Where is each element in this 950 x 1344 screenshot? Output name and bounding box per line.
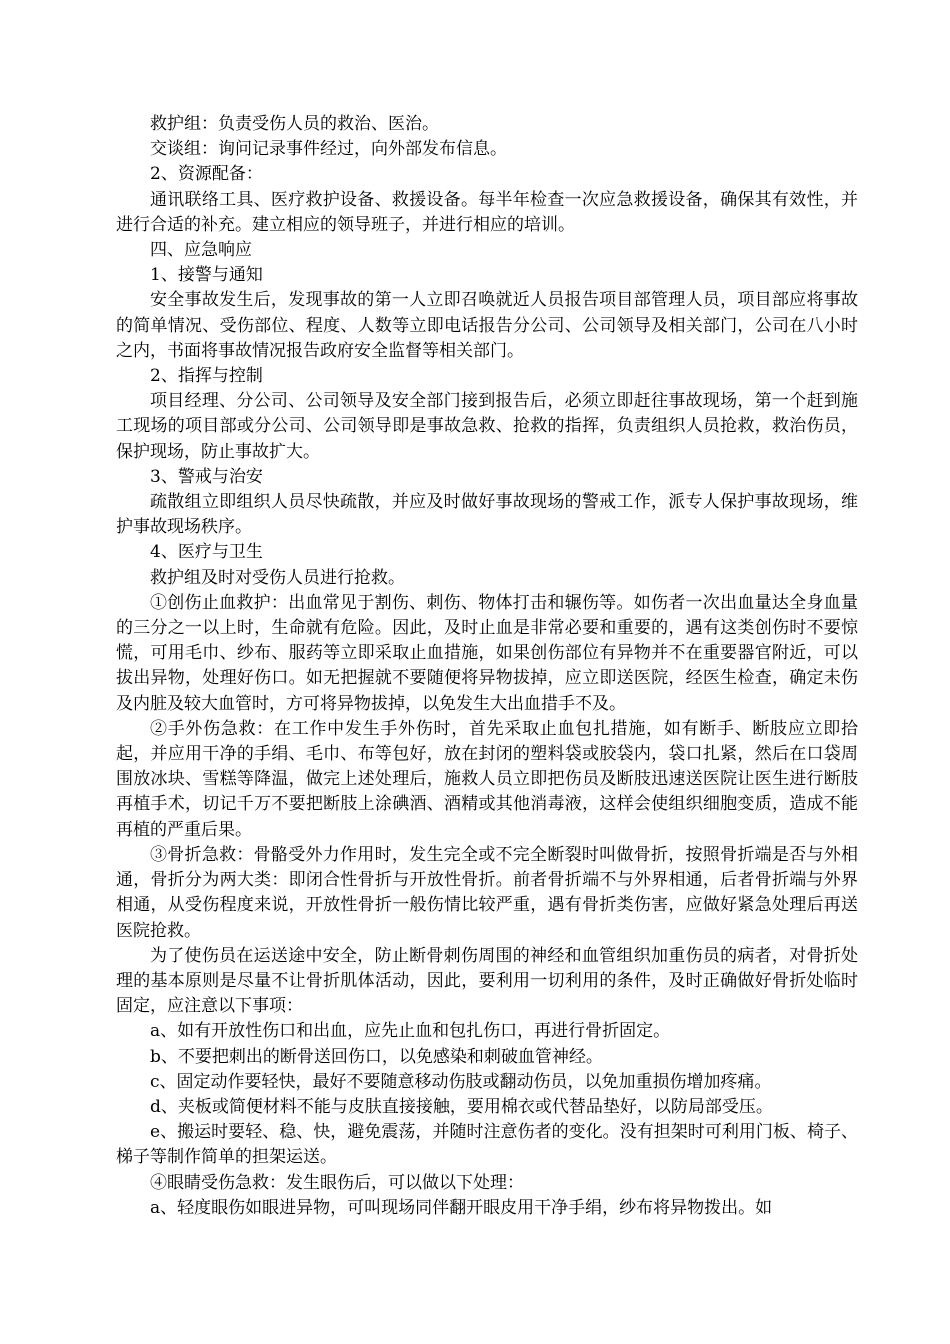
paragraph: 疏散组立即组织人员尽快疏散，并应及时做好事故现场的警戒工作，派专人保护事故现场，维护事故现场秩序。: [116, 492, 858, 538]
paragraph: 项目经理、分公司、公司领导及安全部门接到报告后，必须立即赶往事故现场，第一个赶到施工现场的项目部或分公司、公司领导即是事故急救、抢救的指挥，负责组织人员抢救，救治伤员，保护现场，防止事故扩大。: [116, 391, 858, 462]
list-item: d、夹板或简便材料不能与皮肤直接接触，要用棉衣或代替品垫好，以防局部受压。: [150, 1096, 773, 1117]
paragraph: 救护组：负责受伤人员的救治、医治。: [150, 114, 439, 134]
list-item: b、不要把刺出的断骨送回伤口，以免感染和刺破血管神经。: [150, 1046, 603, 1067]
section-heading: 四、应急响应: [150, 240, 252, 261]
paragraph: 救护组及时对受伤人员进行抢救。: [150, 567, 405, 588]
section-heading: 2、指挥与控制: [150, 366, 263, 387]
section-heading: 2、资源配备：: [150, 164, 263, 185]
list-item: c、固定动作要轻快，最好不要随意移动伤肢或翻动伤员，以免加重损伤增加疼痛。: [150, 1071, 772, 1092]
list-item: e、搬运时要轻、稳、快，避免震荡，并随时注意伤者的变化。没有担架时可利用门板、椅子、梯子等制作简单的担架运送。: [116, 1122, 858, 1168]
paragraph: ①创伤止血救护：出血常见于割伤、刺伤、物体打击和辗伤等。如伤者一次出血量达全身血量的三分之一以上时，生命就有危险。因此，及时止血是非常必要和重要的，遇有这类创伤时不要惊慌，可用毛巾、纱布、服药等立即采取止血措施，如果创伤部位有异物并不在重要器官附近，可以拔出异物，处理好伤口。如无把握就不要随便将异物拔掉，应立即送医院，经医生检查，确定未伤及内脏及较大血管时，方可将异物拔掉，以免发生大出血措手不及。: [116, 592, 858, 714]
paragraph: 通讯联络工具、医疗救护设备、救援设备。每半年检查一次应急救援设备，确保其有效性，并进行合适的补充。建立相应的领导班子，并进行相应的培训。: [116, 189, 858, 235]
document-page: [116, 112, 858, 1221]
section-heading: 4、医疗与卫生: [150, 542, 263, 563]
paragraph: 为了使伤员在运送途中安全，防止断骨刺伤周围的神经和血管组织加重伤员的病者，对骨折处理的基本原则是尽量不让骨折肌体活动，因此，要利用一切利用的条件，及时正确做好骨折处临时固定，应注意以下事项：: [116, 945, 858, 1017]
list-item: a、如有开放性伤口和出血，应先止血和包扎伤口，再进行骨折固定。: [150, 1021, 671, 1042]
paragraph: ③骨折急救：骨骼受外力作用时，发生完全或不完全断裂时叫做骨折，按照骨折端是否与外相通，骨折分为两大类：即闭合性骨折与开放性骨折。前者骨折端不与外界相通，后者骨折端与外界相通，从受伤程度来说，开放性骨折一般伤情比较严重，遇有骨折类伤害，应做好紧急处理后再送医院抢救。: [116, 844, 858, 941]
paragraph: 交谈组：询问记录事件经过，向外部发布信息。: [150, 139, 507, 160]
paragraph: 安全事故发生后，发现事故的第一人立即召唤就近人员报告项目部管理人员，项目部应将事故的简单情况、受伤部位、程度、人数等立即电话报告分公司、公司领导及相关部门，公司在八小时之内，书面将事故情况报告政府安全监督等相关部门。: [116, 290, 858, 361]
section-heading: 1、接警与通知: [150, 265, 263, 286]
paragraph: ④眼睛受伤急救：发生眼伤后，可以做以下处理：: [150, 1172, 524, 1193]
list-item: a、轻度眼伤如眼进异物，可叫现场同伴翻开眼皮用干净手绢，纱布将异物拨出。如: [150, 1197, 773, 1218]
section-heading: 3、警戒与治安: [150, 466, 263, 487]
paragraph: ②手外伤急救：在工作中发生手外伤时，首先采取止血包扎措施，如有断手、断肢应立即拾起，并应用干净的手绢、毛巾、布等包好，放在封闭的塑料袋或胶袋内，袋口扎紧，然后在口袋周围放冰块、雪糕等降温，做完上述处理后，施救人员立即把伤员及断肢迅速送医院让医生进行断肢再植手术，切记千万不要把断肢上涂碘酒、酒精或其他消毒液，这样会使组织细胞变质，造成不能再植的严重后果。: [116, 718, 858, 840]
